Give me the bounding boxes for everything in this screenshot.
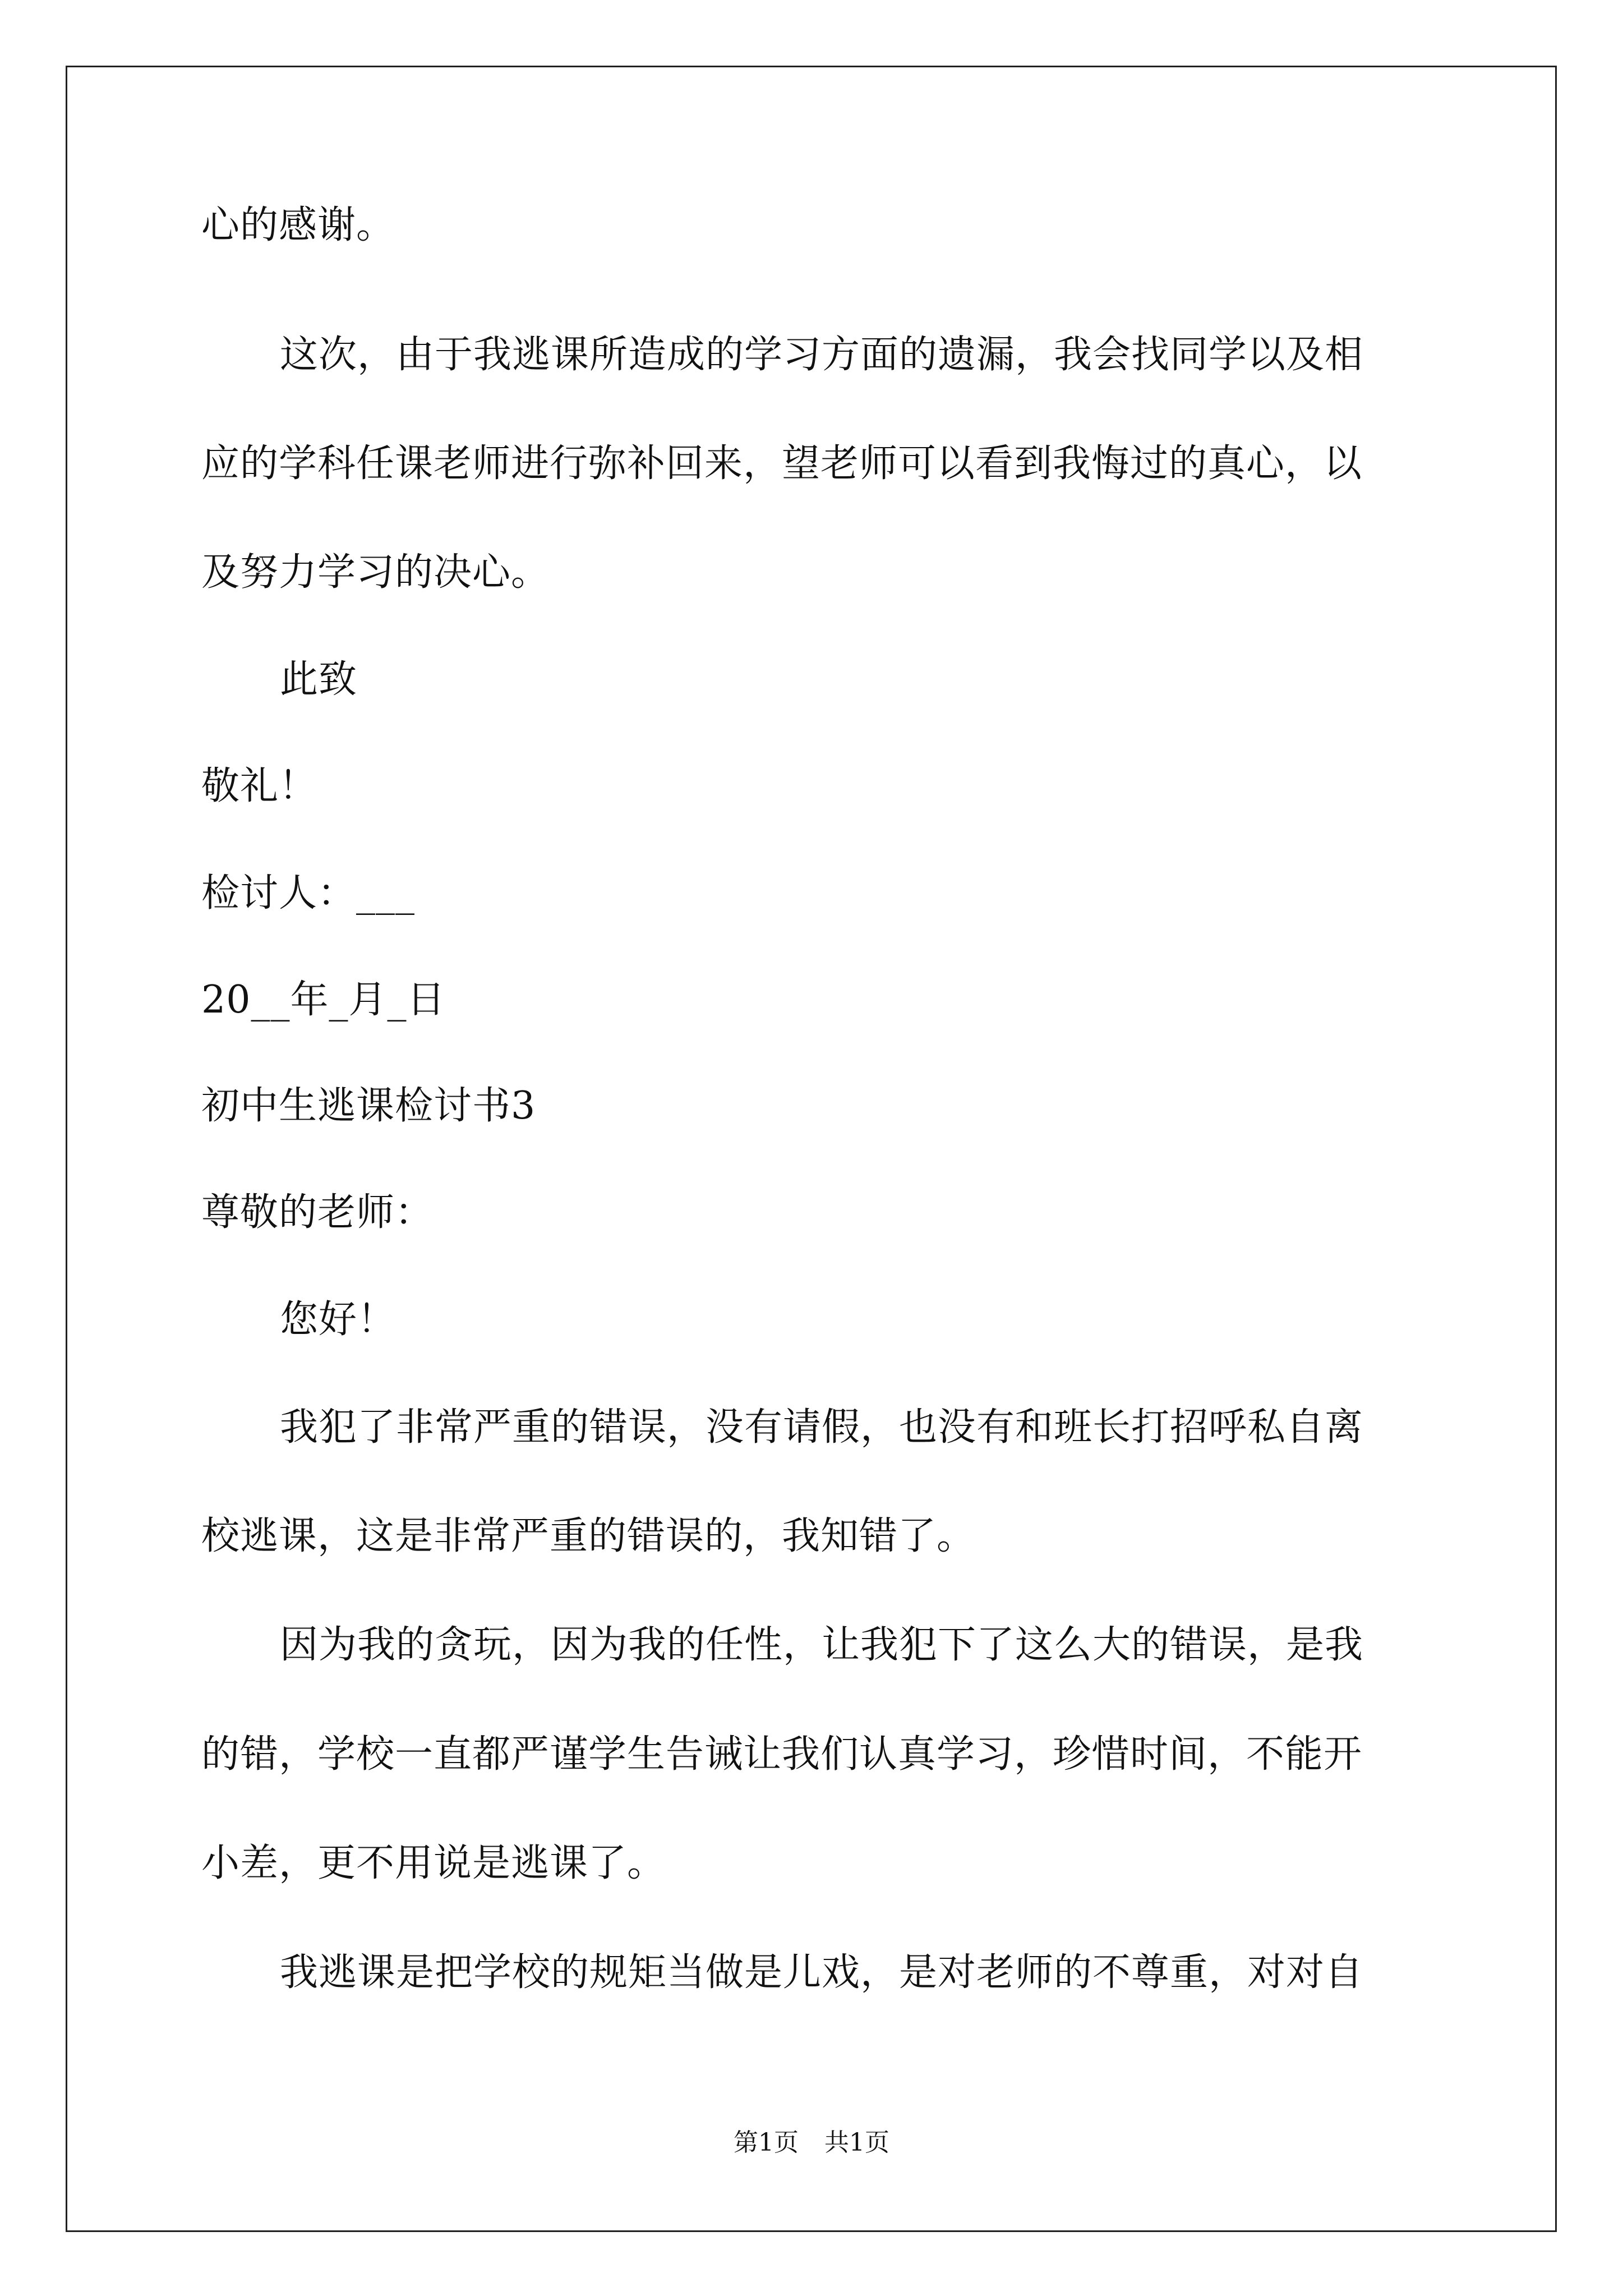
text-line: 我逃课是把学校的规矩当做是儿戏，是对老师的不尊重，对对自 xyxy=(280,1950,1364,1995)
text-line: 这次，由于我逃课所造成的学习方面的遗漏，我会找同学以及相 xyxy=(280,333,1364,377)
text-line: 此致 xyxy=(280,657,358,702)
text-line: 尊敬的老师： xyxy=(201,1190,434,1235)
text-line: 初中生逃课检讨书3 xyxy=(201,1084,536,1128)
text-line: 校逃课，这是非常严重的错误的，我知错了。 xyxy=(201,1514,976,1558)
text-line: 的错，学校一直都严谨学生告诫让我们认真学习，珍惜时间，不能开 xyxy=(201,1732,1363,1777)
text-line: 您好！ xyxy=(280,1297,396,1342)
page-footer xyxy=(0,2126,1623,2160)
text-line: 因为我的贪玩，因为我的任性，让我犯下了这么大的错误，是我 xyxy=(280,1623,1364,1667)
text-line: 及努力学习的决心。 xyxy=(201,550,550,595)
text-line: 我犯了非常严重的错误，没有请假，也没有和班长打招呼私自离 xyxy=(280,1405,1364,1450)
text-line: 小差，更不用说是逃课了。 xyxy=(201,1841,666,1885)
page-number: 第1页 xyxy=(734,2128,799,2157)
page-border xyxy=(66,66,1557,2232)
text-line: 检讨人：___ xyxy=(201,871,416,915)
text-line: 心的感谢。 xyxy=(201,203,395,247)
page-total: 共1页 xyxy=(824,2128,889,2157)
text-line: 应的学科任课老师进行弥补回来，望老师可以看到我悔过的真心，以 xyxy=(201,441,1363,486)
text-line: 20__年_月_日 xyxy=(201,978,446,1022)
text-line: 敬礼！ xyxy=(201,764,318,808)
